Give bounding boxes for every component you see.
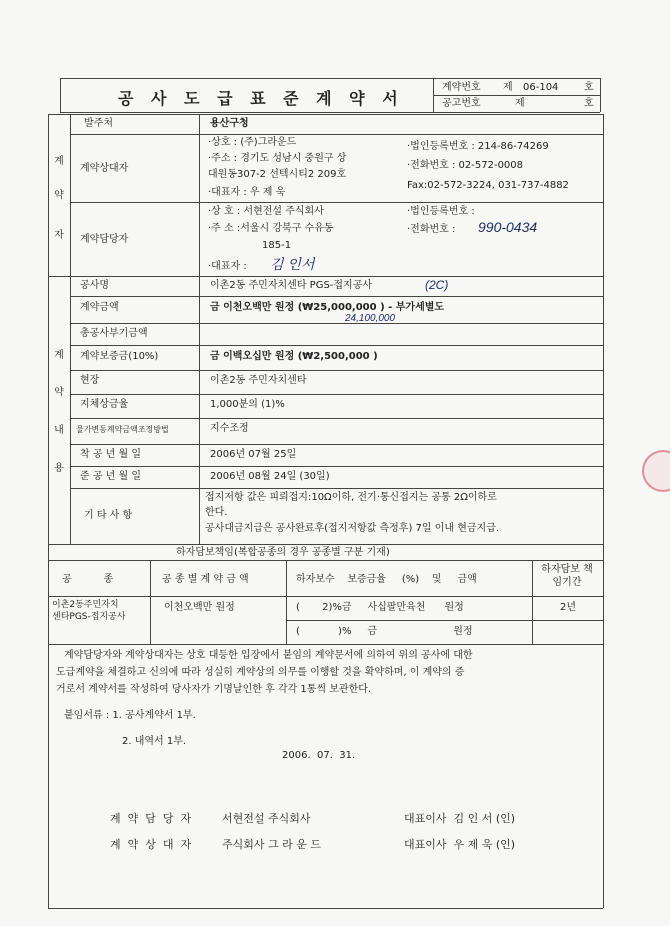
warranty-row1-amount: 이천오백만 원정 [164,602,235,613]
manager-phone-label: ·전화번호 : [407,224,456,235]
warranty-heading: 하자담보책임(복합공종의 경우 공종별 구분 기재) [176,547,390,558]
parties-section-label-2: 약 [54,190,64,201]
row-value-remarks-line-3: 공사대금지급은 공사완료후(접지저항값 측정후) 7일 이내 현금지급. [205,523,500,534]
row-value-end-date: 2006년 08월 24일 (30일) [210,471,330,482]
warranty-col-amount: 공 종 별 계 약 금 액 [162,574,249,585]
counterparty-label: 계약상대자 [80,163,129,174]
red-seal-icon [642,450,670,492]
row-value-delay-rate: 1,000분의 (1)% [210,399,285,410]
contract-no-prefix: 제 [503,82,513,93]
row-label-end-date: 준 공 년 월 일 [80,471,142,482]
row-value-project-name: 이촌2동 주민자치센타 PGS-접지공사 [210,280,373,291]
counterparty-fax: Fax:02-572-3224, 031-737-4882 [407,180,569,191]
counterparty-name: ·상호 : (주)그라운드 [208,137,297,148]
manager-phone-handwritten: 990-0434 [478,219,538,235]
counterparty-rep: ·대표자 : 우 제 욱 [208,187,286,198]
contents-section-label-1: 계 [54,350,64,361]
row-label-start-date: 착 공 년 월 일 [80,449,142,460]
agreement-paragraph-line-3: 거로서 계약서를 작성하여 당사자가 기명날인한 후 각각 1통씩 보관한다. [56,684,372,695]
attachments-line-2: 2. 내역서 1부. [122,736,187,747]
signature-manager-name: 서현전설 주식회사 [222,812,311,825]
row-value-site: 이촌2동 주민자치센타 [210,375,307,386]
contents-section-label-4: 용 [54,463,64,474]
contract-no-value: 06-104 [523,82,559,93]
warranty-col-type: 공 종 [62,574,114,585]
document-title: 공 사 도 급 표 준 계 약 서 [118,89,404,108]
manager-name: ·상 호 : 서현전설 주식회사 [208,206,324,217]
notice-no-prefix: 제 [515,98,525,109]
parties-section-label-1: 계 [54,156,64,167]
manager-rep-handwritten: 김 인서 [270,256,315,272]
row-value-start-date: 2006년 07월 25일 [210,449,297,460]
manager-label: 계약담당자 [80,234,129,245]
warranty-row1-type-line-2: 센타PGS-접지공사 [52,612,126,622]
warranty-row1-type-line-1: 이촌2동주민자치 [52,600,119,610]
row-hand-contract-amount: 24,100,000 [345,313,396,324]
row-value-price-adjust: 지수조정 [210,423,249,434]
contract-no-suffix: 호 [584,82,594,93]
row-value-contract-amount: 금 이천오백만 원정 (₩25,000,000 ) - 부가세별도 [210,302,445,313]
row-value-remarks-line-1: 접지저항 값은 피뢰접지:10Ω이하, 전기·통신접지는 공통 2Ω이하로 [205,492,497,503]
row-label-deposit: 계약보증금(10%) [80,351,159,362]
row-label-remarks: 기 타 사 항 [84,510,133,521]
parties-section-label-3: 자 [54,230,64,241]
manager-reg-no: ·법인등록번호 : [407,206,475,217]
contents-section-label-3: 내 [54,425,64,436]
contents-section-label-2: 약 [54,387,64,398]
agreement-paragraph-line-2: 도급계약을 체결하고 신의에 따라 성실히 계약상의 의무를 이행할 것을 확약하며, 이 계약의 증 [56,667,465,678]
notice-no-suffix: 호 [584,98,594,109]
warranty-col-rate: 하자보수 보증금율 (%) 및 금액 [296,574,477,585]
signature-contractor-rep: 대표이사 우 제 욱 (인) [404,838,516,851]
row-value-deposit: 금 이백오십만 원정 (₩2,500,000 ) [210,351,378,362]
warranty-row2-rate: ( )% 금 원정 [296,626,473,637]
warranty-row1-period: 2년 [560,602,577,613]
signature-manager-role: 계 약 담 당 자 [110,812,192,825]
notice-no-label: 공고번호 [442,98,481,109]
warranty-row1-rate: ( 2)%금 사십팔만육천 원정 [296,602,464,613]
orderer-label: 발주처 [84,118,113,129]
signature-contractor-role: 계 약 상 대 자 [110,838,192,851]
signature-manager-rep: 대표이사 김 인 서 (인) [404,812,516,825]
row-hand-project-name: (2C) [425,278,449,292]
counterparty-address-2: 대원동307-2 선텍시티2 209호 [208,169,347,180]
row-label-site: 현장 [80,375,100,386]
attachments-line-1: 붙임서류 : 1. 공사계약서 1부. [64,710,196,721]
row-value-remarks-line-2: 한다. [205,507,228,518]
counterparty-reg-no: ·법인등록번호 : 214-86-74269 [407,141,549,152]
manager-rep-label: ·대표자 : [208,261,247,272]
counterparty-address-1: ·주소 : 경기도 성남시 중원구 상 [208,153,347,164]
signature-contractor-name: 주식회사 그 라 운 드 [222,838,321,851]
row-label-project-name: 공사명 [80,280,109,291]
contract-date: 2006. 07. 31. [282,750,356,761]
orderer-value: 용산구청 [210,118,249,129]
warranty-col-period: 하자담보 책임기간 [541,564,593,588]
row-label-price-adjust: 물가변동계약금액조정방법 [76,425,169,434]
row-label-contract-amount: 계약금액 [80,302,119,313]
manager-address-2: 185-1 [262,240,292,251]
row-label-total-amount: 총공사부기금액 [80,328,148,339]
manager-address-1: ·주 소 :서울시 강북구 수유동 [208,223,334,234]
row-label-delay-rate: 지체상금율 [80,399,129,410]
contract-no-label: 계약번호 [442,82,481,93]
counterparty-phone: ·전화번호 : 02-572-0008 [407,160,524,171]
agreement-paragraph-line-1: 계약담당자와 계약상대자는 상호 대등한 입장에서 붙임의 계약문서에 의하여 위의 공사에 대한 [64,650,473,661]
